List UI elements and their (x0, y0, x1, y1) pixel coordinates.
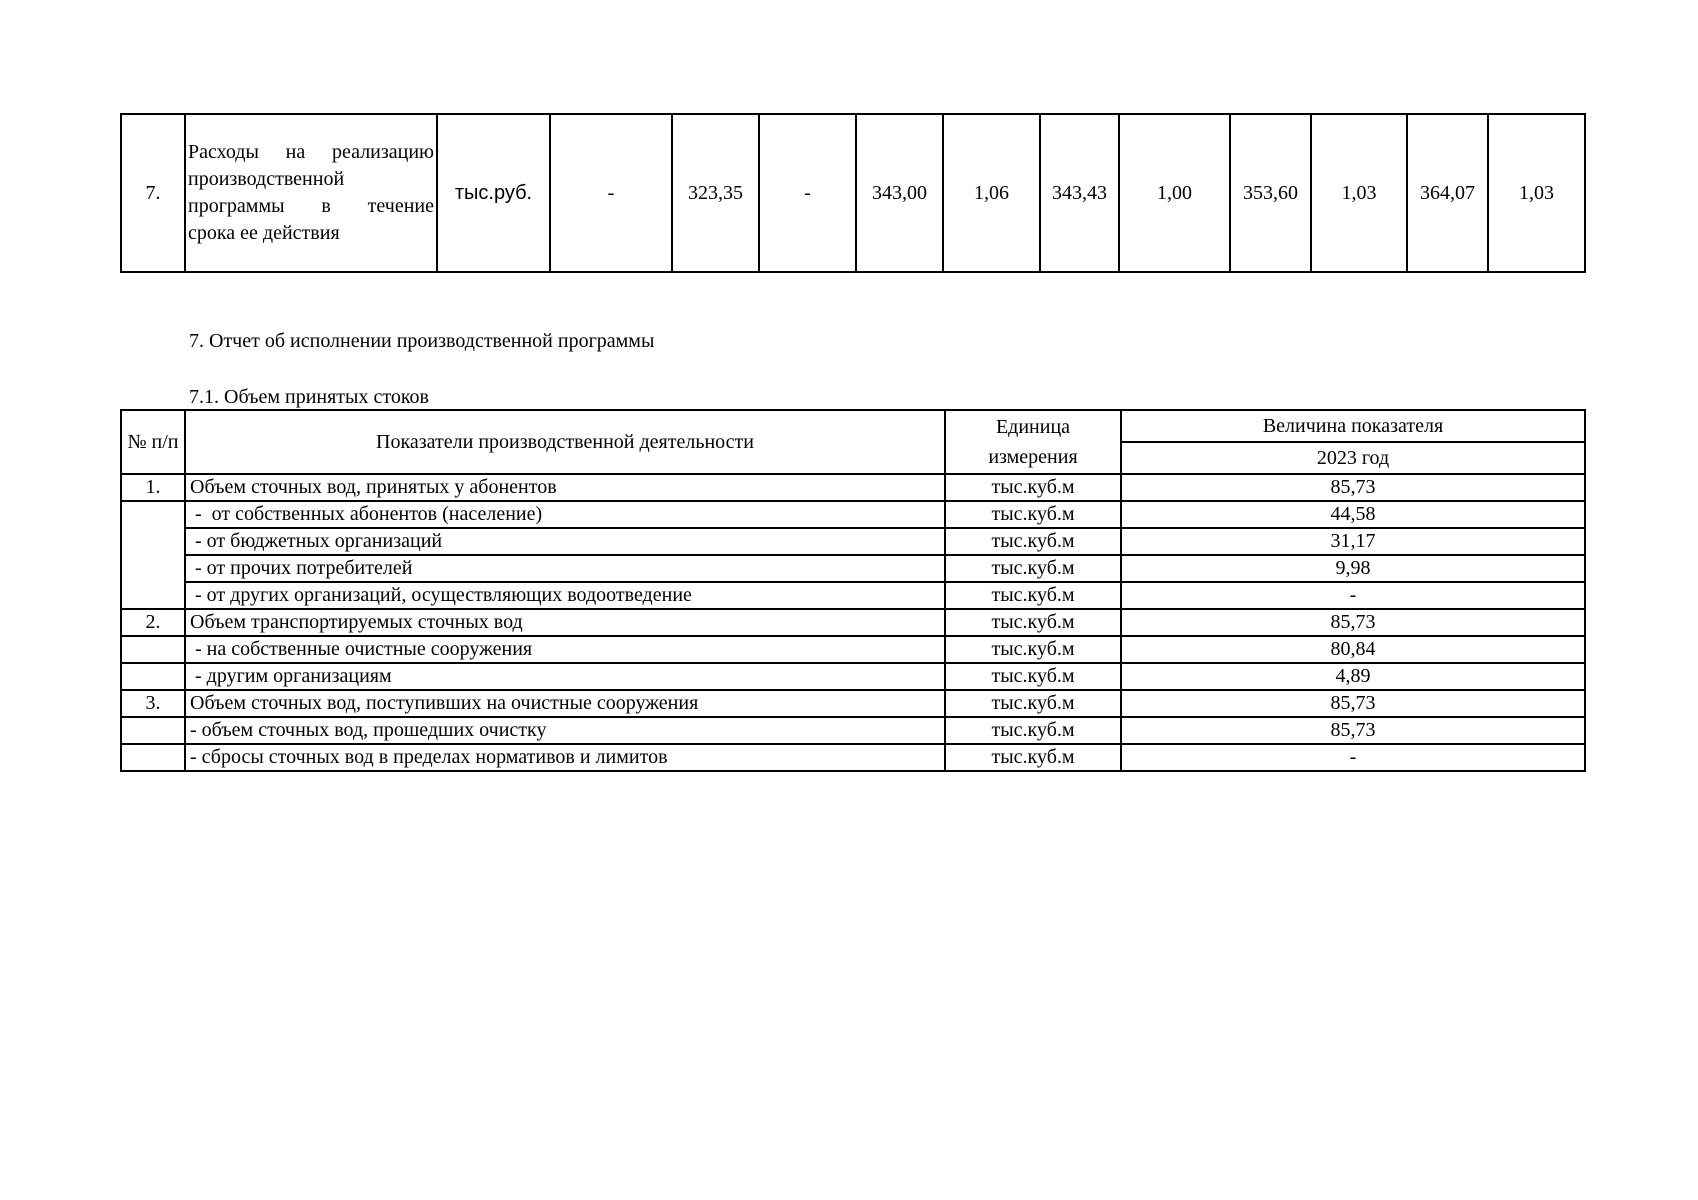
row-indicator: - на собственные очистные сооружения (185, 636, 945, 663)
table-row (121, 501, 1585, 528)
table-row (121, 744, 1585, 771)
value-cell: 1,03 (1488, 114, 1585, 272)
row-indicator: - от собственных абонентов (население) (185, 501, 945, 528)
value-cell: 1,06 (943, 114, 1040, 272)
row-number (121, 636, 185, 663)
value-cell: 343,43 (1040, 114, 1119, 272)
row-unit: тыс.куб.м (945, 744, 1121, 771)
header-value-group: Величина показателя (1121, 410, 1585, 442)
row-number: 2. (121, 609, 185, 636)
row-unit: тыс.куб.м (945, 717, 1121, 744)
row-unit: тыс.руб. (437, 114, 550, 272)
value-cell: 353,60 (1230, 114, 1311, 272)
table-row (121, 582, 1585, 609)
table-row (121, 474, 1585, 501)
row-unit: тыс.куб.м (945, 474, 1121, 501)
row-number: 3. (121, 690, 185, 717)
row-unit: тыс.куб.м (945, 528, 1121, 555)
value-cell: 1,03 (1311, 114, 1407, 272)
row-number (121, 744, 185, 771)
row-number: 7. (121, 114, 185, 272)
row-indicator: - другим организациям (185, 663, 945, 690)
table-row (121, 555, 1585, 582)
header-indicator: Показатели производственной деятельности (185, 410, 945, 474)
expenses-row (121, 114, 1585, 272)
row-indicator: - от других организаций, осуществляющих водоотведение (185, 582, 945, 609)
value-cell: 364,07 (1407, 114, 1488, 272)
header-number: № п/п (121, 410, 185, 474)
row-value: 9,98 (1121, 555, 1585, 582)
row-unit: тыс.куб.м (945, 555, 1121, 582)
section-title: 7. Отчет об исполнении производственной программы (189, 330, 655, 352)
row-value: - (1121, 582, 1585, 609)
value-cell: - (759, 114, 856, 272)
row-number (121, 501, 185, 609)
row-indicator: - сбросы сточных вод в пределах нормативов и лимитов (185, 744, 945, 771)
wastewater-volume-table (120, 409, 1586, 772)
value-cell: 323,35 (672, 114, 759, 272)
row-indicator: Объем сточных вод, поступивших на очистные сооружения (185, 690, 945, 717)
row-value: 31,17 (1121, 528, 1585, 555)
row-unit: тыс.куб.м (945, 663, 1121, 690)
table-row (121, 690, 1585, 717)
row-value: - (1121, 744, 1585, 771)
row-value: 85,73 (1121, 474, 1585, 501)
table-header-row (121, 410, 1585, 442)
row-value: 44,58 (1121, 501, 1585, 528)
row-value: 85,73 (1121, 609, 1585, 636)
table-row (121, 609, 1585, 636)
row-indicator: Объем транспортируемых сточных вод (185, 609, 945, 636)
value-cell: 343,00 (856, 114, 943, 272)
row-indicator: - объем сточных вод, прошедших очистку (185, 717, 945, 744)
row-value: 85,73 (1121, 690, 1585, 717)
row-unit: тыс.куб.м (945, 690, 1121, 717)
header-year: 2023 год (1121, 442, 1585, 474)
table-row (121, 636, 1585, 663)
row-indicator: - от бюджетных организаций (185, 528, 945, 555)
row-value: 85,73 (1121, 717, 1585, 744)
row-unit: тыс.куб.м (945, 636, 1121, 663)
row-unit: тыс.куб.м (945, 582, 1121, 609)
expenses-table (120, 113, 1586, 273)
table-row (121, 663, 1585, 690)
table-row (121, 528, 1585, 555)
row-number (121, 663, 185, 690)
row-unit: тыс.куб.м (945, 501, 1121, 528)
row-number: 1. (121, 474, 185, 501)
value-cell: 1,00 (1119, 114, 1230, 272)
table-row (121, 717, 1585, 744)
row-unit: тыс.куб.м (945, 609, 1121, 636)
row-indicator: - от прочих потребителей (185, 555, 945, 582)
header-unit: Единица измерения (945, 410, 1121, 474)
row-indicator: Объем сточных вод, принятых у абонентов (185, 474, 945, 501)
row-number (121, 717, 185, 744)
row-value: 80,84 (1121, 636, 1585, 663)
row-description: Расходы на реализацию производственной программы в течение срока ее действия (185, 114, 437, 272)
row-value: 4,89 (1121, 663, 1585, 690)
value-cell: - (550, 114, 672, 272)
subsection-title: 7.1. Объем принятых стоков (189, 386, 429, 408)
